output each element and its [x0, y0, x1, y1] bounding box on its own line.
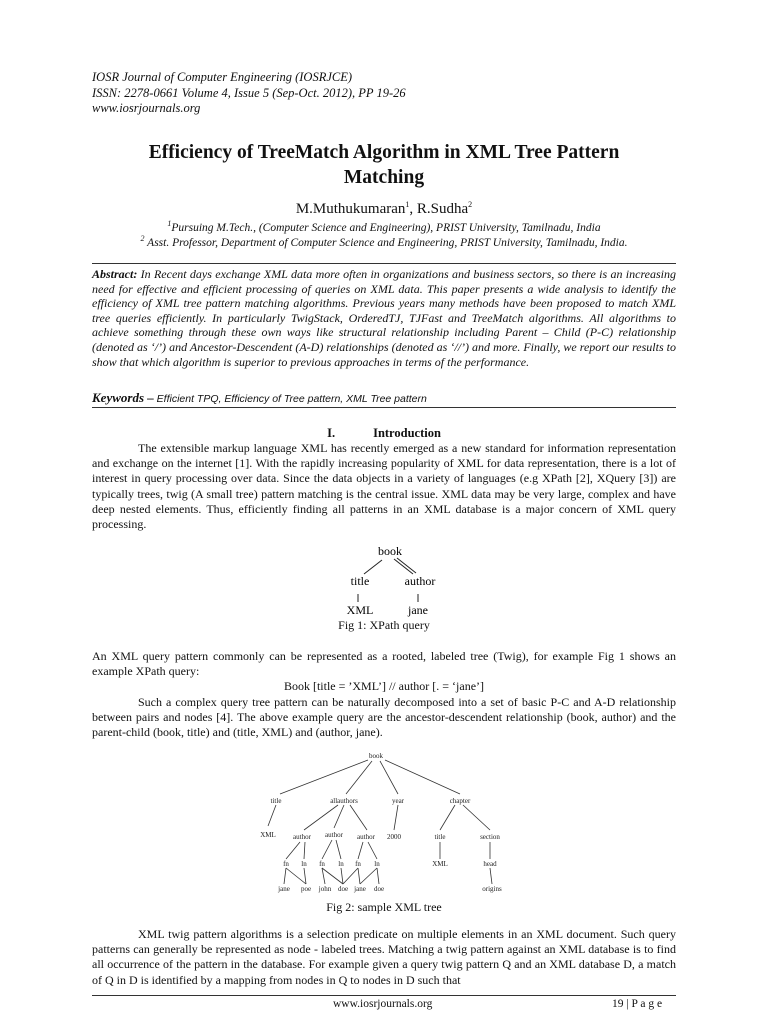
fig2-node-ln-3: ln [374, 860, 380, 868]
figure-2-sample-xml-tree [250, 750, 520, 900]
author-list [80, 201, 688, 218]
fig2-edge-fn1-cross-a [286, 868, 306, 884]
author-name-2: R.Sudha [416, 201, 469, 217]
author-sup-1: 1 [405, 200, 410, 209]
fig2-labels [260, 752, 502, 893]
xpath-query-example: Book [title = ’XML’] // author [. = ‘jane’] [283, 679, 485, 693]
fig2-edge-ln3-cross-a [360, 868, 377, 884]
journal-header [92, 70, 406, 117]
fig1-node-jane: jane [408, 603, 428, 617]
fig2-edge-ln1-poe [304, 868, 306, 884]
fig2-leaf-john: john [318, 885, 332, 893]
fig1-node-author: author [404, 574, 436, 588]
paragraph-twig-algorithms: XML twig pattern algorithms is a selection predicate on multiple elements in an XML document. Such query patterns can generally be represented as node - labeled trees. Matching a twig pattern against an XML database is to find all occurrence of the pattern in the database. For example given a query twig pattern Q and an XML database D, a match of Q in D is identified by a mapping from nodes in Q to nodes in D such that [92, 927, 676, 987]
affiliation-2 [80, 236, 688, 251]
fig2-node-author-2: author [325, 831, 343, 839]
fig2-node-section: section [480, 833, 500, 841]
fig2-edge-fn3-cross-a [343, 868, 358, 884]
affiliations [80, 221, 688, 251]
fig2-node-xml: XML [260, 831, 276, 839]
affiliation-text-1: Pursuing M.Tech., (Computer Science and Engineering), PRIST University, Tamilnadu, India [171, 222, 601, 234]
fig2-leaf-poe: poe [300, 885, 312, 893]
journal-name: IOSR Journal of Computer Engineering (IOSRJCE) [92, 70, 353, 84]
affiliation-1 [80, 221, 688, 236]
fig2-node-title: title [270, 797, 282, 805]
fig1-node-book: book [378, 544, 402, 558]
fig2-node-fn-1: fn [283, 860, 289, 868]
fig2-edge-ln3-doe [377, 868, 379, 884]
fig1-edge-book-title [364, 560, 382, 574]
fig2-node-chapter: chapter [449, 797, 471, 805]
abstract-text: In Recent days exchange XML data more often in organizations and business sectors, so there is an increasing need for effective and efficient processing of queries on XML data. This paper presents a wide analysis to identify the efficiency of XML tree pattern matching algorithms. Previous years many methods have been proposed to match XML tree queries efficiently. In particularly TwigStack, OrderedTJ, TJFast and TreeMatch algorithms. All algorithms to achieve something through these own ways like structural relationship including Parent – Child (P-C) relationship (denoted as ‘/’) and Ancestor-Descendent (A-D) relationships (denoted as ‘//’) and more. Finally, we report our results to show that which algorithm is superior to previous approaches in terms of the performance. [92, 267, 676, 369]
fig2-edge-year-2000 [394, 805, 398, 830]
author-separator: , [409, 201, 417, 217]
abstract-top-rule [92, 263, 676, 264]
fig2-leaf-doe-1: doe [337, 885, 349, 893]
keywords [92, 390, 676, 406]
abstract-bottom-rule [92, 407, 676, 408]
fig2-node-author-3: author [357, 833, 375, 841]
fig2-node-book: book [369, 752, 383, 760]
figure-2-caption: Fig 2: sample XML tree [326, 900, 442, 914]
paper-title-line1: Efficiency of TreeMatch Algorithm in XML Tree Pattern [148, 142, 620, 163]
fig2-edge-author1-fn [286, 842, 300, 859]
fig2-node-fn-2: fn [319, 860, 325, 868]
fig2-edge-book-chapter [385, 760, 460, 794]
fig2-edge-allauthors-author1 [304, 805, 338, 830]
affiliation-text-2: Asst. Professor, Department of Computer Science and Engineering, PRIST University, Tamilnadu, India. [144, 237, 628, 249]
section-number: I. [327, 426, 336, 440]
footer-rule [92, 995, 676, 996]
figure-1-caption: Fig 1: XPath query [338, 618, 430, 632]
fig2-leaf-jane-1: jane [278, 885, 290, 893]
paragraph-decomposition: Such a complex query tree pattern can be naturally decomposed into a set of basic P-C and A-D relationship between pairs and nodes [4]. The above example query are the ancestor-descendent relationship (book, author) and the parent-child (book, title) and (title, XML) and (author, jane). [92, 695, 676, 740]
footer-page-number: 19 | P a g e [612, 998, 663, 1010]
fig2-node-allauthors: allauthors [330, 797, 358, 805]
fig2-edge-author3-fn [358, 842, 363, 859]
abstract-label: Abstract: [92, 267, 138, 281]
fig2-edge-chapter-section [463, 805, 490, 830]
fig2-edge-author1-ln [304, 842, 305, 859]
fig2-edge-allauthors-author2 [334, 805, 344, 828]
journal-issn: ISSN: 2278-0661 Volume 4, Issue 5 (Sep-Oct. 2012), PP 19-26 [92, 85, 406, 100]
fig2-node-author-1: author [293, 833, 311, 841]
fig2-edge-head-origins [490, 868, 492, 884]
author-sup-2: 2 [468, 200, 473, 209]
keywords-label: Keywords – [92, 390, 154, 405]
fig2-edge-book-allauthors [346, 761, 372, 794]
fig2-node-year: year [391, 797, 405, 805]
fig2-leaf-origins: origins [482, 885, 502, 893]
fig2-edge-allauthors-author3 [350, 805, 367, 830]
fig2-leaf-doe-2: doe [373, 885, 385, 893]
fig1-edge-book-author-b [397, 558, 416, 573]
fig2-edge-title-xml [268, 805, 276, 826]
fig1-edge-book-author-a [394, 559, 413, 574]
fig2-edge-fn1-jane [284, 868, 286, 884]
fig2-node-chapter-title: title [434, 833, 446, 841]
paper-title [80, 140, 688, 190]
fig2-edge-author2-fn [322, 840, 332, 859]
fig2-edge-author2-ln [336, 840, 341, 859]
intro-paragraph: The extensible markup language XML has recently emerged as a new standard for information representation and exchange on the internet [1]. With the rapidly increasing popularity of XML for data representation, there is a lot of interest in query processing over data. Since the data objects in a variety of languages (e.g XPath [2], XQuery [3]) are typically trees, twig (A small tree) pattern matching is the central issue. XML data may be very large, complex and have deep nested elements. Thus, efficiently finding all patterns in an XML database is a major concern of XML query processing. [92, 441, 676, 532]
fig2-node-2000: 2000 [387, 833, 401, 841]
journal-url: www.iosrjournals.org [92, 101, 201, 115]
fig2-edge-author3-ln [368, 842, 377, 859]
fig2-edge-fn2-cross-a [322, 868, 343, 884]
fig1-node-xml: XML [346, 603, 374, 617]
author-name-1: M.Muthukumaran [295, 201, 406, 217]
abstract [92, 267, 676, 369]
footer-url: www.iosrjournals.org [333, 998, 433, 1010]
fig2-node-fn-3: fn [355, 860, 361, 868]
affiliation-sup-2: 2 [140, 234, 145, 244]
fig2-edge-fn3-jane [358, 868, 360, 884]
paper-title-line2: Matching [343, 167, 425, 188]
paragraph-twig-pattern: An XML query pattern commonly can be represented as a rooted, labeled tree (Twig), for example Fig 1 shows an example XPath query: [92, 649, 676, 679]
fig2-node-head: head [483, 860, 497, 868]
keywords-text: Efficient TPQ, Efficiency of Tree pattern, XML Tree pattern [153, 393, 427, 405]
fig1-node-title: title [350, 574, 370, 588]
fig2-node-ln-2: ln [338, 860, 344, 868]
fig2-node-ln-1: ln [301, 860, 307, 868]
fig2-edge-chapter-title [440, 805, 455, 830]
figure-1-xpath-query [330, 540, 450, 620]
fig2-edge-ln2-doe [341, 868, 343, 884]
fig2-edge-book-title [280, 760, 368, 794]
affiliation-sup-1: 1 [167, 219, 172, 229]
fig2-node-xml-chapter: XML [432, 860, 448, 868]
fig2-edge-book-year [380, 761, 398, 794]
section-title: Introduction [373, 426, 441, 440]
fig2-leaf-jane-2: jane [354, 885, 366, 893]
section-heading [92, 426, 676, 441]
